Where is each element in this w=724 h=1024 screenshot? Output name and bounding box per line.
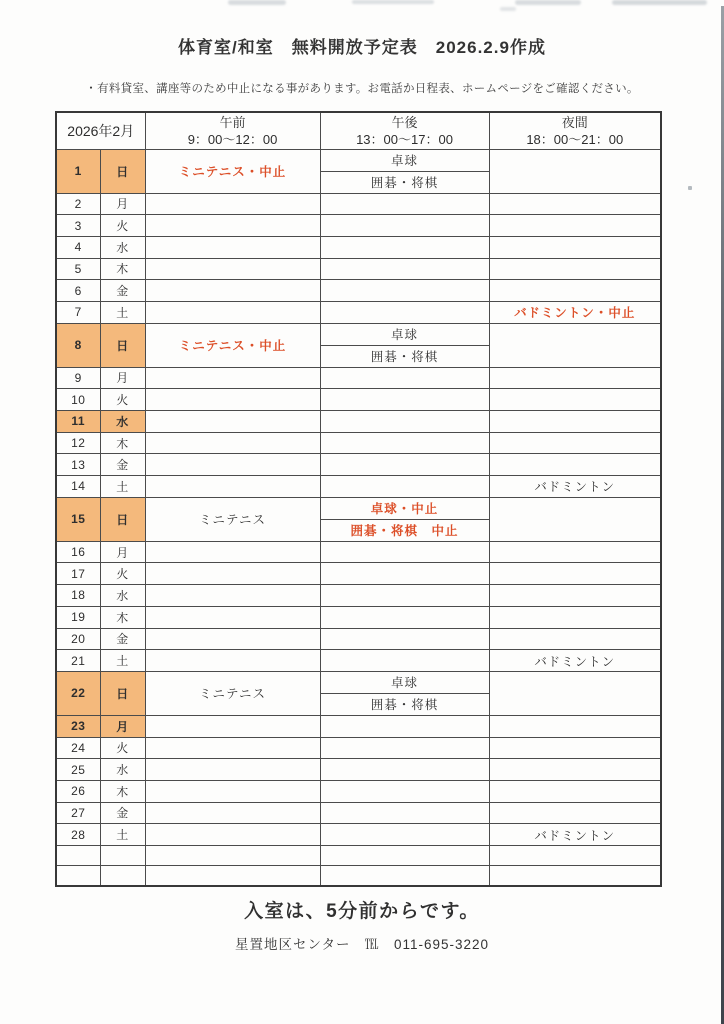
afternoon-cell bbox=[320, 650, 489, 672]
evening-cell bbox=[489, 628, 661, 650]
evening-cell bbox=[489, 606, 661, 628]
day-cell: 土 bbox=[100, 824, 145, 846]
day-cell: 木 bbox=[100, 780, 145, 802]
date-cell: 2 bbox=[56, 193, 100, 215]
day-cell: 水 bbox=[100, 411, 145, 433]
morning-cell bbox=[145, 476, 320, 498]
table-row bbox=[56, 606, 661, 628]
morning-cell bbox=[145, 650, 320, 672]
afternoon-header-label: 午後 bbox=[391, 114, 418, 130]
day-cell: 日 bbox=[100, 149, 145, 193]
scan-speckle bbox=[688, 186, 692, 190]
morning-cell bbox=[145, 258, 320, 280]
evening-header-cell bbox=[489, 112, 661, 149]
table-row bbox=[56, 802, 661, 824]
day-cell: 土 bbox=[100, 476, 145, 498]
table-row bbox=[56, 149, 661, 171]
table-row bbox=[56, 301, 661, 323]
afternoon-bottom-cell: 囲碁・将棋 bbox=[320, 345, 489, 367]
scan-smudge bbox=[500, 7, 516, 11]
date-cell: 10 bbox=[56, 389, 100, 411]
morning-cell bbox=[145, 563, 320, 585]
table-row bbox=[56, 671, 661, 693]
evening-cell bbox=[489, 367, 661, 389]
afternoon-cell bbox=[320, 476, 489, 498]
contact-info: 星置地区センター ℡ 011-695-3220 bbox=[234, 937, 490, 952]
afternoon-cell bbox=[320, 866, 489, 886]
morning-cell bbox=[145, 759, 320, 781]
afternoon-cell bbox=[320, 824, 489, 846]
day-cell: 水 bbox=[100, 585, 145, 607]
table-row bbox=[56, 454, 661, 476]
table-row bbox=[56, 323, 661, 345]
afternoon-cell bbox=[320, 301, 489, 323]
morning-cell bbox=[145, 432, 320, 454]
day-cell: 月 bbox=[100, 367, 145, 389]
date-cell: 11 bbox=[56, 411, 100, 433]
table-row bbox=[56, 563, 661, 585]
date-cell: 13 bbox=[56, 454, 100, 476]
evening-cell bbox=[489, 737, 661, 759]
table-row bbox=[56, 193, 661, 215]
afternoon-top-cell: 卓球 bbox=[320, 149, 489, 171]
afternoon-cell bbox=[320, 846, 489, 866]
day-cell: 火 bbox=[100, 389, 145, 411]
afternoon-cell bbox=[320, 367, 489, 389]
morning-header-time: 9：00～12：00 bbox=[187, 131, 278, 147]
morning-cell bbox=[145, 236, 320, 258]
table-row bbox=[56, 541, 661, 563]
date-cell: 17 bbox=[56, 563, 100, 585]
morning-cell: ミニテニス・中止 bbox=[145, 149, 320, 193]
evening-cell bbox=[489, 215, 661, 237]
evening-cell bbox=[489, 715, 661, 737]
morning-cell bbox=[145, 824, 320, 846]
evening-cell bbox=[489, 258, 661, 280]
date-cell: 1 bbox=[56, 149, 100, 193]
evening-cell bbox=[489, 866, 661, 886]
header-row bbox=[56, 112, 661, 149]
date-cell: 5 bbox=[56, 258, 100, 280]
note-text: ・有料貸室、講座等のため中止になる事があります。お電話か日程表、ホームページをご確認ください。 bbox=[85, 83, 639, 95]
morning-cell bbox=[145, 866, 320, 886]
morning-cell bbox=[145, 802, 320, 824]
afternoon-cell bbox=[320, 628, 489, 650]
date-cell: 6 bbox=[56, 280, 100, 302]
day-cell: 月 bbox=[100, 193, 145, 215]
afternoon-cell bbox=[320, 454, 489, 476]
afternoon-cell bbox=[320, 193, 489, 215]
afternoon-bottom-cell: 囲碁・将棋 中止 bbox=[320, 519, 489, 541]
date-cell: 25 bbox=[56, 759, 100, 781]
table-row bbox=[56, 476, 661, 498]
month-header-cell: 2026年2月 bbox=[56, 112, 145, 149]
evening-header-label: 夜間 bbox=[561, 114, 588, 130]
table-row bbox=[56, 715, 661, 737]
date-cell bbox=[56, 846, 100, 866]
morning-cell bbox=[145, 367, 320, 389]
day-cell: 木 bbox=[100, 432, 145, 454]
evening-header-time: 18：00～21：00 bbox=[526, 131, 624, 147]
day-cell: 金 bbox=[100, 280, 145, 302]
morning-cell bbox=[145, 411, 320, 433]
morning-header-cell bbox=[145, 112, 320, 149]
afternoon-bottom-cell: 囲碁・将棋 bbox=[320, 693, 489, 715]
table-row bbox=[56, 367, 661, 389]
morning-cell: ミニテニス・中止 bbox=[145, 323, 320, 367]
day-cell: 金 bbox=[100, 454, 145, 476]
table-row bbox=[56, 389, 661, 411]
morning-cell bbox=[145, 606, 320, 628]
table-row bbox=[56, 497, 661, 519]
table-row bbox=[56, 432, 661, 454]
date-cell: 23 bbox=[56, 715, 100, 737]
date-cell: 19 bbox=[56, 606, 100, 628]
evening-cell bbox=[489, 802, 661, 824]
date-cell: 21 bbox=[56, 650, 100, 672]
evening-cell bbox=[489, 432, 661, 454]
day-cell bbox=[100, 866, 145, 886]
date-cell: 22 bbox=[56, 671, 100, 715]
evening-cell bbox=[489, 411, 661, 433]
day-cell: 金 bbox=[100, 802, 145, 824]
afternoon-top-cell: 卓球 bbox=[320, 671, 489, 693]
table-row bbox=[56, 866, 661, 886]
morning-cell bbox=[145, 585, 320, 607]
date-cell: 18 bbox=[56, 585, 100, 607]
afternoon-header-time: 13：00～17：00 bbox=[356, 131, 453, 147]
entry-notice: 入室は、5分前からです。 bbox=[244, 901, 480, 922]
evening-cell bbox=[489, 149, 661, 193]
morning-cell bbox=[145, 715, 320, 737]
afternoon-top-cell: 卓球・中止 bbox=[320, 497, 489, 519]
schedule-table bbox=[55, 111, 662, 887]
morning-cell bbox=[145, 193, 320, 215]
afternoon-cell bbox=[320, 258, 489, 280]
afternoon-header-cell bbox=[320, 112, 489, 149]
evening-cell bbox=[489, 497, 661, 541]
morning-cell bbox=[145, 301, 320, 323]
evening-cell: バドミントン bbox=[489, 650, 661, 672]
day-cell: 火 bbox=[100, 563, 145, 585]
afternoon-cell bbox=[320, 759, 489, 781]
morning-header-label: 午前 bbox=[219, 114, 246, 130]
afternoon-bottom-cell: 囲碁・将棋 bbox=[320, 171, 489, 193]
date-cell: 20 bbox=[56, 628, 100, 650]
afternoon-cell bbox=[320, 389, 489, 411]
evening-cell bbox=[489, 541, 661, 563]
morning-cell bbox=[145, 280, 320, 302]
day-cell: 金 bbox=[100, 628, 145, 650]
day-cell: 水 bbox=[100, 759, 145, 781]
evening-cell bbox=[489, 454, 661, 476]
afternoon-cell bbox=[320, 563, 489, 585]
evening-cell: バドミントン bbox=[489, 476, 661, 498]
date-cell: 26 bbox=[56, 780, 100, 802]
scan-smudge bbox=[352, 0, 434, 4]
scan-smudge bbox=[612, 0, 707, 5]
date-cell: 28 bbox=[56, 824, 100, 846]
table-row bbox=[56, 411, 661, 433]
evening-cell bbox=[489, 193, 661, 215]
day-cell: 日 bbox=[100, 497, 145, 541]
table-row bbox=[56, 215, 661, 237]
day-cell: 月 bbox=[100, 715, 145, 737]
date-cell: 4 bbox=[56, 236, 100, 258]
afternoon-cell bbox=[320, 606, 489, 628]
day-cell: 水 bbox=[100, 236, 145, 258]
date-cell: 12 bbox=[56, 432, 100, 454]
table-row bbox=[56, 846, 661, 866]
morning-cell bbox=[145, 780, 320, 802]
afternoon-cell bbox=[320, 432, 489, 454]
date-cell: 24 bbox=[56, 737, 100, 759]
day-cell bbox=[100, 846, 145, 866]
afternoon-cell bbox=[320, 780, 489, 802]
day-cell: 月 bbox=[100, 541, 145, 563]
afternoon-cell bbox=[320, 236, 489, 258]
date-cell bbox=[56, 866, 100, 886]
date-cell: 7 bbox=[56, 301, 100, 323]
morning-cell bbox=[145, 389, 320, 411]
scan-smudge bbox=[515, 0, 581, 5]
day-cell: 火 bbox=[100, 215, 145, 237]
evening-cell: バドミントン・中止 bbox=[489, 301, 661, 323]
day-cell: 土 bbox=[100, 650, 145, 672]
scan-smudge bbox=[228, 0, 286, 5]
morning-cell bbox=[145, 454, 320, 476]
afternoon-cell bbox=[320, 585, 489, 607]
table-row bbox=[56, 780, 661, 802]
date-cell: 3 bbox=[56, 215, 100, 237]
table-row bbox=[56, 650, 661, 672]
evening-cell bbox=[489, 846, 661, 866]
morning-cell bbox=[145, 215, 320, 237]
table-row bbox=[56, 759, 661, 781]
afternoon-cell bbox=[320, 737, 489, 759]
table-row bbox=[56, 236, 661, 258]
table-row bbox=[56, 628, 661, 650]
evening-cell bbox=[489, 671, 661, 715]
morning-cell bbox=[145, 846, 320, 866]
morning-cell: ミニテニス bbox=[145, 497, 320, 541]
evening-cell: バドミントン bbox=[489, 824, 661, 846]
evening-cell bbox=[489, 236, 661, 258]
day-cell: 木 bbox=[100, 258, 145, 280]
table-row bbox=[56, 280, 661, 302]
day-cell: 日 bbox=[100, 671, 145, 715]
afternoon-cell bbox=[320, 541, 489, 563]
date-cell: 27 bbox=[56, 802, 100, 824]
date-cell: 15 bbox=[56, 497, 100, 541]
afternoon-top-cell: 卓球 bbox=[320, 323, 489, 345]
day-cell: 日 bbox=[100, 323, 145, 367]
afternoon-cell bbox=[320, 215, 489, 237]
date-cell: 9 bbox=[56, 367, 100, 389]
date-cell: 8 bbox=[56, 323, 100, 367]
page-title: 体育室/和室 無料開放予定表 2026.2.9作成 bbox=[178, 38, 546, 57]
day-cell: 木 bbox=[100, 606, 145, 628]
day-cell: 火 bbox=[100, 737, 145, 759]
morning-cell bbox=[145, 737, 320, 759]
table-row bbox=[56, 737, 661, 759]
evening-cell bbox=[489, 759, 661, 781]
evening-cell bbox=[489, 563, 661, 585]
table-row bbox=[56, 585, 661, 607]
evening-cell bbox=[489, 280, 661, 302]
day-cell: 土 bbox=[100, 301, 145, 323]
evening-cell bbox=[489, 585, 661, 607]
afternoon-cell bbox=[320, 715, 489, 737]
afternoon-cell bbox=[320, 411, 489, 433]
afternoon-cell bbox=[320, 280, 489, 302]
morning-cell: ミニテニス bbox=[145, 671, 320, 715]
evening-cell bbox=[489, 780, 661, 802]
table-row bbox=[56, 824, 661, 846]
schedule-body bbox=[56, 149, 661, 886]
morning-cell bbox=[145, 628, 320, 650]
afternoon-cell bbox=[320, 802, 489, 824]
date-cell: 14 bbox=[56, 476, 100, 498]
evening-cell bbox=[489, 389, 661, 411]
date-cell: 16 bbox=[56, 541, 100, 563]
morning-cell bbox=[145, 541, 320, 563]
evening-cell bbox=[489, 323, 661, 367]
table-row bbox=[56, 258, 661, 280]
